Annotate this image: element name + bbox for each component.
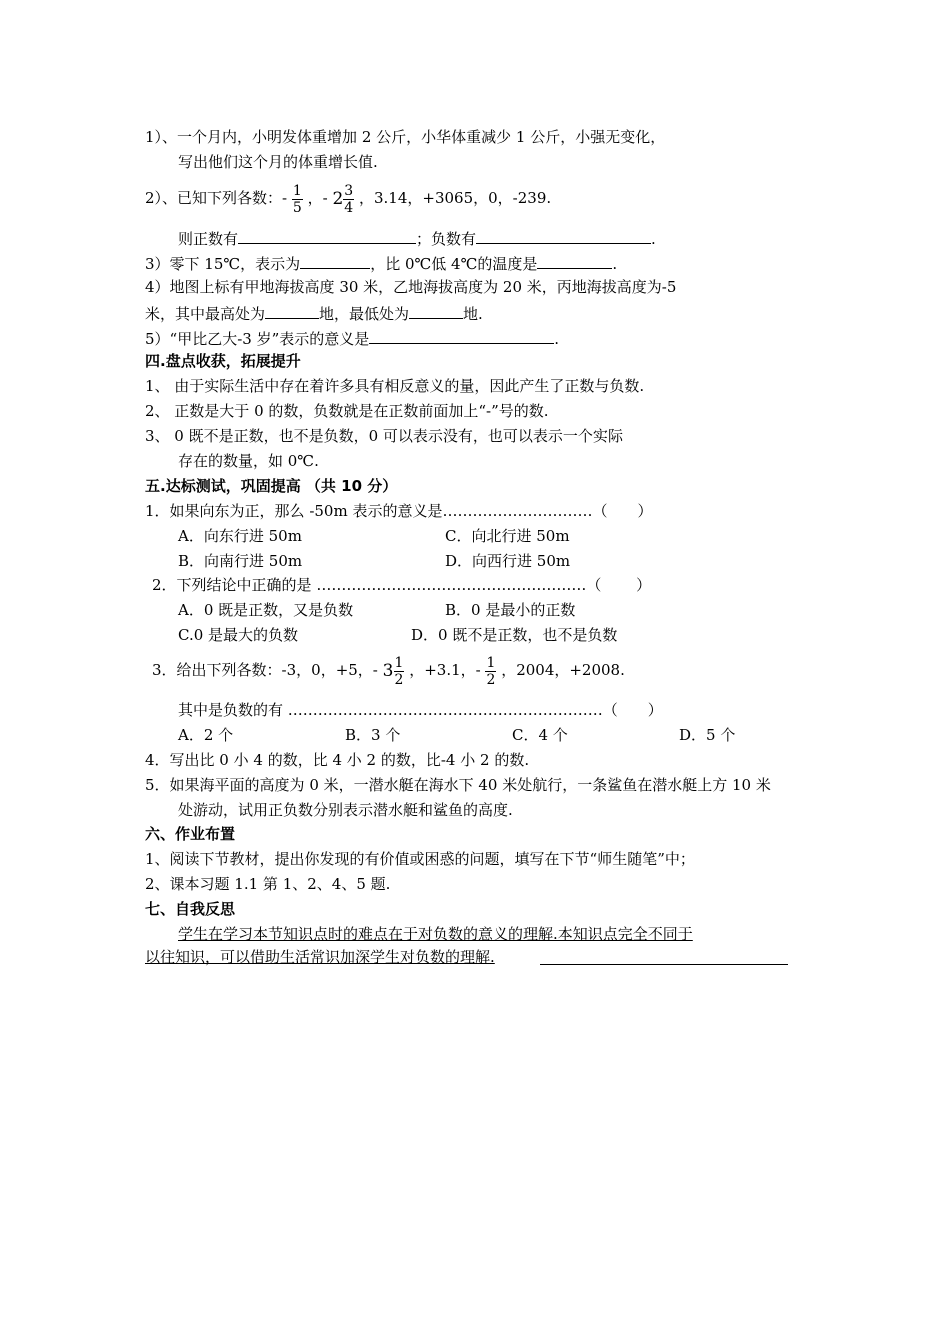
negative-label: ；负数有	[416, 230, 477, 248]
test-3-mid: ，+3.1，-	[409, 661, 481, 679]
test-3-option-b: B．3 个	[345, 726, 401, 744]
homework-item-1: 1、阅读下节教材，提出你发现的有价值或困惑的问题，填写在下节“师生随笔”中；	[145, 850, 695, 868]
q3-line	[145, 253, 617, 273]
summary-item-3: 3、 0 既不是正数，也不是负数，0 可以表示没有，也可以表示一个实际	[145, 427, 623, 445]
fraction-numerator: 1	[486, 654, 496, 671]
q2-mid: ，-	[307, 189, 328, 207]
q4-part-2: 地，最低处为	[319, 305, 410, 323]
q4-line-2	[145, 303, 483, 323]
fraction-three-quarters	[343, 183, 354, 216]
q4-lowest-blank[interactable]	[409, 303, 463, 319]
test-5-line-2: 处游动，试用正负数分别表示潜水艇和鲨鱼的高度.	[178, 801, 513, 819]
q4-highest-blank[interactable]	[265, 303, 319, 319]
summary-item-1: 1、 由于实际生活中存在着许多具有相反意义的量，因此产生了正数与负数.	[145, 377, 645, 395]
test-1-option-a: A．向东行进 50m	[178, 527, 302, 545]
test-3-option-d: D．5 个	[679, 726, 736, 744]
summary-item-2: 2、 正数是大于 0 的数，负数就是在正数前面加上“-”号的数.	[145, 402, 549, 420]
test-3-question: 其中是负数的有 ………………………………………………………（ ）	[178, 701, 663, 719]
negative-numbers-blank[interactable]	[476, 228, 651, 244]
test-1-option-c: C．向北行进 50m	[445, 527, 570, 545]
q4-part-3: 地.	[463, 305, 483, 323]
q4-line-1: 4）地图上标有甲地海拔高度 30 米，乙地海拔高度为 20 米，丙地海拔高度为-5	[145, 278, 677, 296]
fraction-numerator: 1	[394, 654, 404, 671]
mixed-number-integer: 2	[332, 189, 344, 209]
test-5-line-1: 5．如果海平面的高度为 0 米，一潜水艇在海水下 40 米处航行，一条鲨鱼在潜水艇上方 10 米	[145, 776, 771, 794]
fraction-denominator: 5	[292, 199, 302, 216]
line-end: .	[612, 255, 618, 273]
test-1-option-b: B．向南行进 50m	[178, 552, 303, 570]
fraction-numerator: 1	[292, 182, 302, 199]
reflection-line-1: 学生在学习本节知识点时的难点在于对负数的意义的理解.本知识点完全不同于	[178, 925, 693, 943]
test-3-option-c: C．4 个	[512, 726, 568, 744]
section-7-heading: 七、自我反思	[145, 900, 236, 918]
section-4-heading: 四.盘点收获，拓展提升	[145, 352, 301, 370]
test-2-option-b: B．0 是最小的正数	[445, 601, 576, 619]
test-2-option-c: C.0 是最大的负数	[178, 626, 299, 644]
q2-answer-line	[178, 228, 656, 248]
fraction-denominator: 4	[344, 199, 354, 216]
q2-line	[145, 178, 551, 218]
q1-line-2: 写出他们这个月的体重增长值.	[178, 153, 378, 171]
fraction-denominator: 2	[394, 671, 404, 688]
fraction-numerator: 3	[344, 182, 354, 199]
test-2-stem: 2．下列结论中正确的是 ………………………………………………（ ）	[152, 576, 652, 594]
test-3-stem	[152, 650, 625, 690]
q3-part-a: 3）零下 15℃，表示为	[145, 255, 301, 273]
q3-blank-1[interactable]	[300, 253, 370, 269]
test-3-option-a: A．2 个	[178, 726, 234, 744]
fraction-one-half	[394, 655, 405, 688]
test-2-option-a: A．0 既是正数，又是负数	[178, 601, 354, 619]
q3-part-b: ，比 0℃低 4℃的温度是	[370, 255, 538, 273]
positive-label: 则正数有	[178, 230, 239, 248]
homework-item-2: 2、课本习题 1.1 第 1、2、4、5 题.	[145, 875, 391, 893]
test-3-lead: 3．给出下列各数：-3，0，+5，-	[152, 661, 378, 679]
q2-tail: ，3.14，+3065，0，-239.	[359, 189, 552, 207]
test-1-option-d: D．向西行进 50m	[445, 552, 571, 570]
fraction-one-half	[485, 655, 496, 688]
reflection-underline	[540, 964, 788, 965]
fraction-one-fifth	[292, 183, 303, 216]
line-end: .	[554, 330, 560, 348]
section-5-heading: 五.达标测试，巩固提高 （共 10 分）	[145, 477, 398, 495]
test-3-tail: ，2004，+2008.	[501, 661, 625, 679]
positive-numbers-blank[interactable]	[238, 228, 416, 244]
test-2-option-d: D．0 既不是正数，也不是负数	[411, 626, 618, 644]
reflection-line-2: 以往知识，可以借助生活常识加深学生对负数的理解.	[145, 948, 495, 966]
q3-blank-2[interactable]	[537, 253, 612, 269]
fraction-denominator: 2	[486, 671, 496, 688]
q5-line	[145, 328, 559, 348]
q4-part-1: 米，其中最高处为	[145, 305, 266, 323]
q2-lead: 2）、已知下列各数：-	[145, 189, 288, 207]
summary-item-3-cont: 存在的数量，如 0℃.	[178, 452, 319, 470]
q5-part-a: 5）“甲比乙大-3 岁”表示的意义是	[145, 330, 370, 348]
line-end: .	[651, 230, 656, 248]
test-4: 4．写出比 0 小 4 的数，比 4 小 2 的数，比-4 小 2 的数.	[145, 751, 530, 769]
section-6-heading: 六、作业布置	[145, 825, 236, 843]
test-1-stem: 1．如果向东为正，那么 -50m 表示的意义是…………………………（ ）	[145, 502, 653, 520]
q5-blank[interactable]	[369, 328, 554, 344]
q1-line-1: 1）、一个月内，小明发体重增加 2 公斤，小华体重减少 1 公斤，小强无变化，	[145, 128, 666, 146]
mixed-number-integer: 3	[382, 661, 394, 681]
